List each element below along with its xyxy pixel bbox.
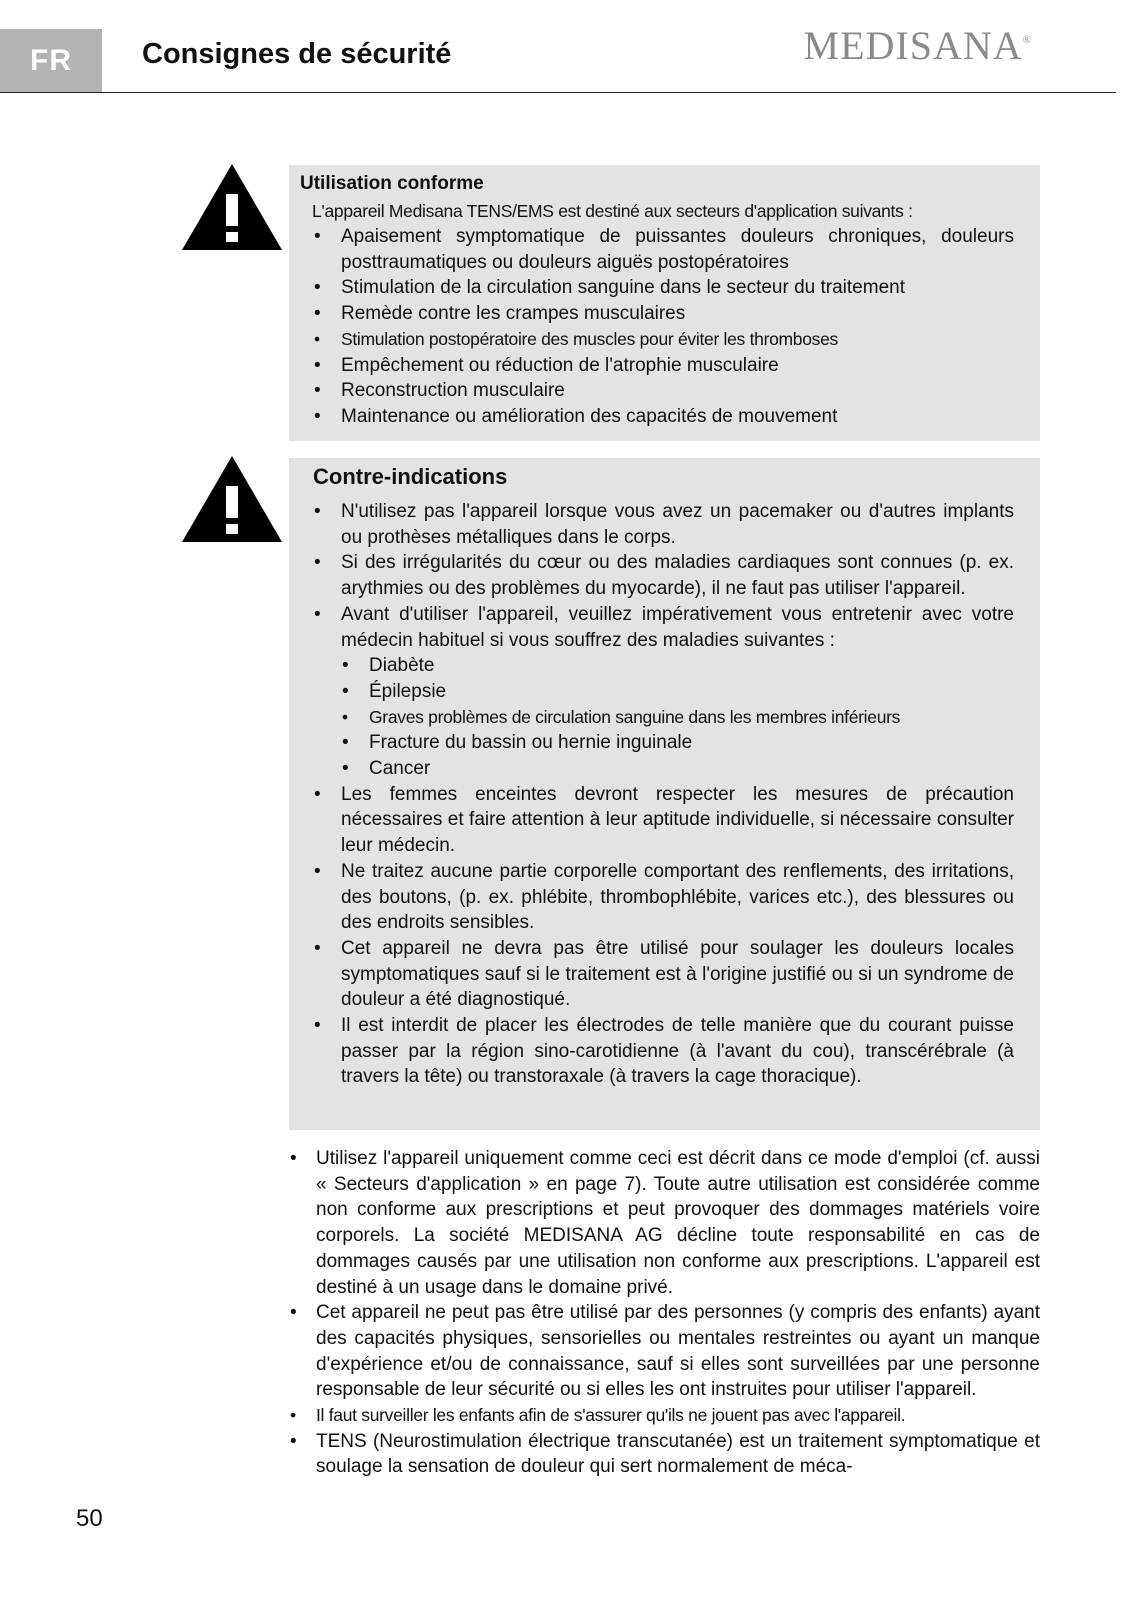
list-item: • Il est interdit de placer les électrodes de telle manière que du courant puisse passer par la région sino-carotidienne (à l'avant du cou), transcérébrale (à travers la tête) ou transtoraxale (à travers la cage thoracique). (313, 1013, 1014, 1090)
contraindications-box (289, 458, 1040, 1130)
list-item: • Reconstruction musculaire (313, 378, 1014, 404)
list-item: • Utilisez l'appareil uniquement comme ceci est décrit dans ce mode d'emploi (cf. aussi « Secteurs d'application » en page 7). Toute autre utilisation est considérée comme non conforme aux prescriptions et peut provoquer des dommages matériels voire corporels. La société MEDISANA AG décline toute responsabilité en cas de dommages causés par une utilisation non conforme aux prescriptions. L'appareil est destiné à un usage dans le domaine privé. (289, 1146, 1040, 1300)
header-divider (0, 92, 1116, 93)
sub-list-item: • Diabète (341, 653, 1014, 679)
list-item: • Si des irrégularités du cœur ou des maladies cardiaques sont connues (p. ex. arythmies ou des problèmes du myocarde), il ne faut pas utiliser l'appareil. (313, 550, 1014, 601)
list-item: • Les femmes enceintes devront respecter les mesures de précaution nécessaires et faire attention à leur aptitude individuelle, si nécessaire consulter leur médecin. (313, 782, 1014, 859)
warning-triangle-icon (182, 456, 282, 542)
page-title: Consignes de sécurité (142, 38, 452, 70)
list-item: • Maintenance ou amélioration des capacités de mouvement (313, 404, 1014, 430)
contraindications-list (313, 499, 1014, 1090)
list-item: • Ne traitez aucune partie corporelle comportant des renflements, des irritations, des boutons, (p. ex. phlébite, thrombophlébite, varices etc.), des blessures ou des endroits sensibles. (313, 859, 1014, 936)
sub-list-item: • Graves problèmes de circulation sanguine dans les membres inférieurs (341, 705, 1014, 731)
language-badge: FR (0, 29, 102, 92)
brand-logo (804, 22, 1032, 69)
list-item: • Il faut surveiller les enfants afin de s'assurer qu'ils ne jouent pas avec l'appareil. (289, 1403, 1040, 1429)
list-item (313, 602, 1014, 782)
list-item: • Cet appareil ne devra pas être utilisé pour soulager les douleurs locales symptomatiques sauf si le traitement est à l'origine justifié ou si un syndrome de douleur a été diagnostiqué. (313, 936, 1014, 1013)
list-item: • Stimulation postopératoire des muscles pour éviter les thromboses (313, 327, 1014, 353)
sub-list-item: • Épilepsie (341, 679, 1014, 705)
list-item: • Empêchement ou réduction de l'atrophie musculaire (313, 353, 1014, 379)
page-number: 50 (76, 1505, 103, 1532)
section-intro: L'appareil Medisana TENS/EMS est destiné aux secteurs d'application suivants : (312, 201, 913, 221)
list-item: • Apaisement symptomatique de puissantes douleurs chroniques, douleurs posttraumatiques ou douleurs aiguës postopératoires (313, 224, 1014, 275)
sub-list-item: • Cancer (341, 756, 1014, 782)
list-item: • Remède contre les crampes musculaires (313, 301, 1014, 327)
list-item: • N'utilisez pas l'appareil lorsque vous avez un pacemaker ou d'autres implants ou prothèses métalliques dans le corps. (313, 499, 1014, 550)
disease-sublist (341, 653, 1014, 782)
brand-name: MEDISANA (803, 23, 1023, 68)
list-item: • TENS (Neurostimulation électrique transcutanée) est un traitement symptomatique et soulage la sensation de douleur qui sert normalement de méca- (289, 1429, 1040, 1480)
intended-use-list (300, 224, 1014, 430)
list-item-text: Avant d'utiliser l'appareil, veuillez impérativement vous entretenir avec votre médecin habituel si vous souffrez des maladies suivantes : (341, 603, 1014, 651)
safety-notes-list (289, 1146, 1040, 1480)
sub-list-item: • Fracture du bassin ou hernie inguinale (341, 730, 1014, 756)
warning-triangle-icon (182, 164, 282, 250)
list-item: • Cet appareil ne peut pas être utilisé par des personnes (y compris des enfants) ayant des capacités physiques, sensorielles ou mentales restreintes ou ayant un manque d'expérience et/ou de connaissance, sauf si elles sont surveillées par une personne responsable de leur sécurité ou si elles les ont instruites pour utiliser l'appareil. (289, 1300, 1040, 1403)
section-title: Utilisation conforme (300, 173, 484, 194)
section-title: Contre-indications (313, 464, 508, 489)
intended-use-box (289, 165, 1040, 441)
list-item: • Stimulation de la circulation sanguine dans le secteur du traitement (313, 275, 1014, 301)
registered-mark: ® (1022, 34, 1032, 46)
